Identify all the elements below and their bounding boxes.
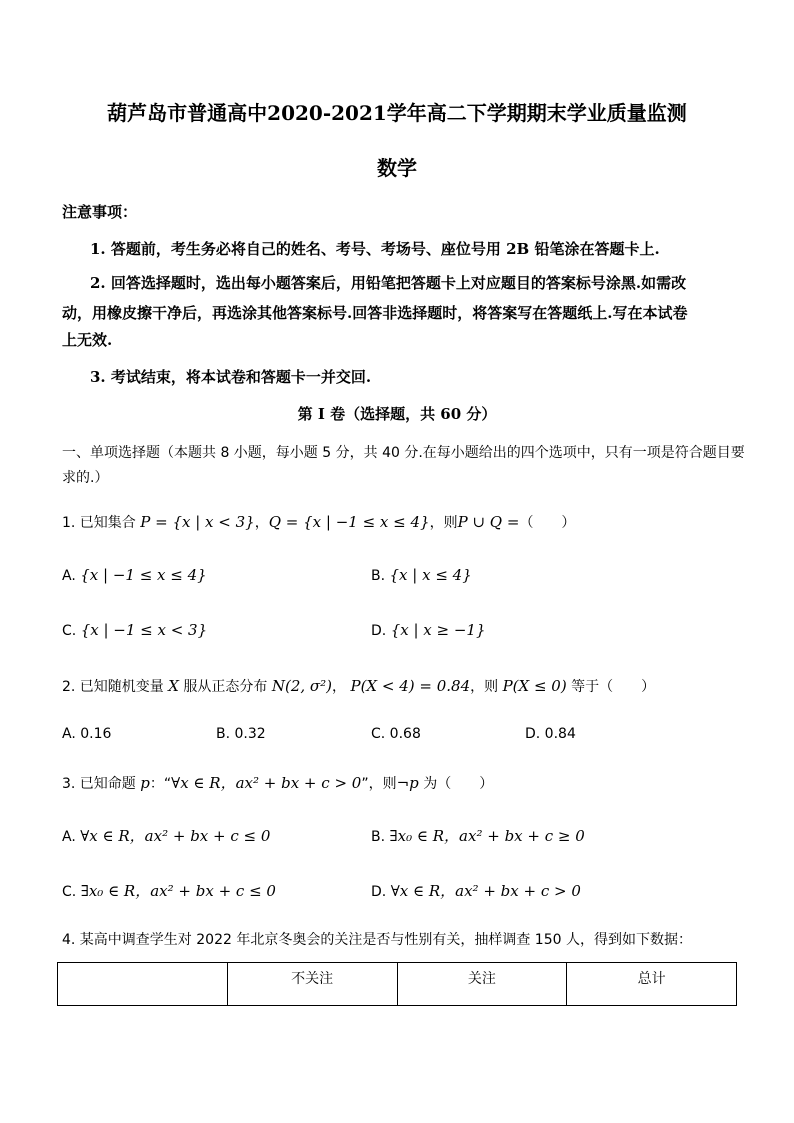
question-4: 4. 某高中调查学生对 2022 年北京冬奥会的关注是否与性别有关，抽样调查 150 人，得到如下数据： — [62, 932, 692, 948]
notes-heading: 注意事项： — [62, 203, 138, 221]
section-title: 第 I 卷（选择题，共 60 分） — [297, 405, 497, 423]
notes-item-1: 1. 答题前，考生务必将自己的姓名、考号、考场号、座位号用 2B 铅笔涂在答题卡上. — [90, 240, 660, 258]
notes-item-2-line-2: 动，用橡皮擦干净后，再选涂其他答案标号.回答非选择题时，将答案写在答题纸上.写在本试卷 — [62, 304, 688, 322]
q2-option-a: A. 0.16 — [62, 726, 112, 742]
q1-sep: ， — [254, 515, 269, 531]
q2-option-b: B. 0.32 — [216, 726, 266, 742]
exam-subject: 数学 — [377, 156, 417, 180]
notes-item-2-line-3: 上无效. — [62, 331, 113, 349]
table-header-cell — [58, 963, 228, 1006]
q3-option-c: C. ∃x₀ ∈ R，ax² + bx + c ≤ 0 — [62, 882, 276, 900]
table-header-cell: 不关注 — [227, 963, 397, 1006]
table-header-cell: 总计 — [567, 963, 737, 1006]
q3-option-b: B. ∃x₀ ∈ R，ax² + bx + c ≥ 0 — [371, 827, 585, 845]
notes-item-3: 3. 考试结束，将本试卷和答题卡一并交回. — [90, 368, 372, 386]
table-header-cell: 关注 — [397, 963, 567, 1006]
q1-paren: （ ） — [519, 515, 576, 531]
q1-set-q: Q = {x | −1 ≤ x ≤ 4} — [268, 513, 430, 531]
question-1 — [62, 512, 575, 532]
q1-option-c: C. {x | −1 ≤ x < 3} — [62, 621, 208, 639]
q1-set-p: P = {x | x < 3} — [140, 513, 255, 531]
q1-mid: ，则 — [429, 515, 458, 531]
q4-data-table — [57, 962, 737, 1006]
q3-option-d: D. ∀x ∈ R，ax² + bx + c > 0 — [371, 882, 581, 900]
q1-option-b: B. {x | x ≤ 4} — [371, 566, 472, 584]
q2-option-c: C. 0.68 — [371, 726, 421, 742]
section-instruction-line-2: 求的.） — [62, 470, 109, 486]
q1-prefix: 1. 已知集合 — [62, 515, 136, 531]
q3-option-a: A. ∀x ∈ R，ax² + bx + c ≤ 0 — [62, 827, 271, 845]
q2-option-d: D. 0.84 — [525, 726, 576, 742]
exam-title: 葫芦岛市普通高中2020-2021学年高二下学期期末学业质量监测 — [107, 101, 687, 125]
q1-union: P ∪ Q = — [457, 513, 520, 531]
section-instruction-line-1: 一、单项选择题（本题共 8 小题，每小题 5 分，共 40 分.在每小题给出的四个选项中，只有一项是符合题目要 — [62, 445, 745, 461]
question-2: 2. 已知随机变量 X 服从正态分布 N(2, σ²)， P(X < 4) = 0.84，则 P(X ≤ 0) 等于（ ） — [62, 677, 656, 695]
question-3: 3. 已知命题 p：“∀x ∈ R，ax² + bx + c > 0”，则¬p 为（ ） — [62, 774, 494, 792]
q1-option-a: A. {x | −1 ≤ x ≤ 4} — [62, 566, 207, 584]
table-row — [58, 963, 737, 1006]
q1-option-d: D. {x | x ≥ −1} — [371, 621, 486, 639]
notes-item-2-line-1: 2. 回答选择题时，选出每小题答案后，用铅笔把答题卡上对应题目的答案标号涂黑.如需改 — [90, 274, 687, 292]
